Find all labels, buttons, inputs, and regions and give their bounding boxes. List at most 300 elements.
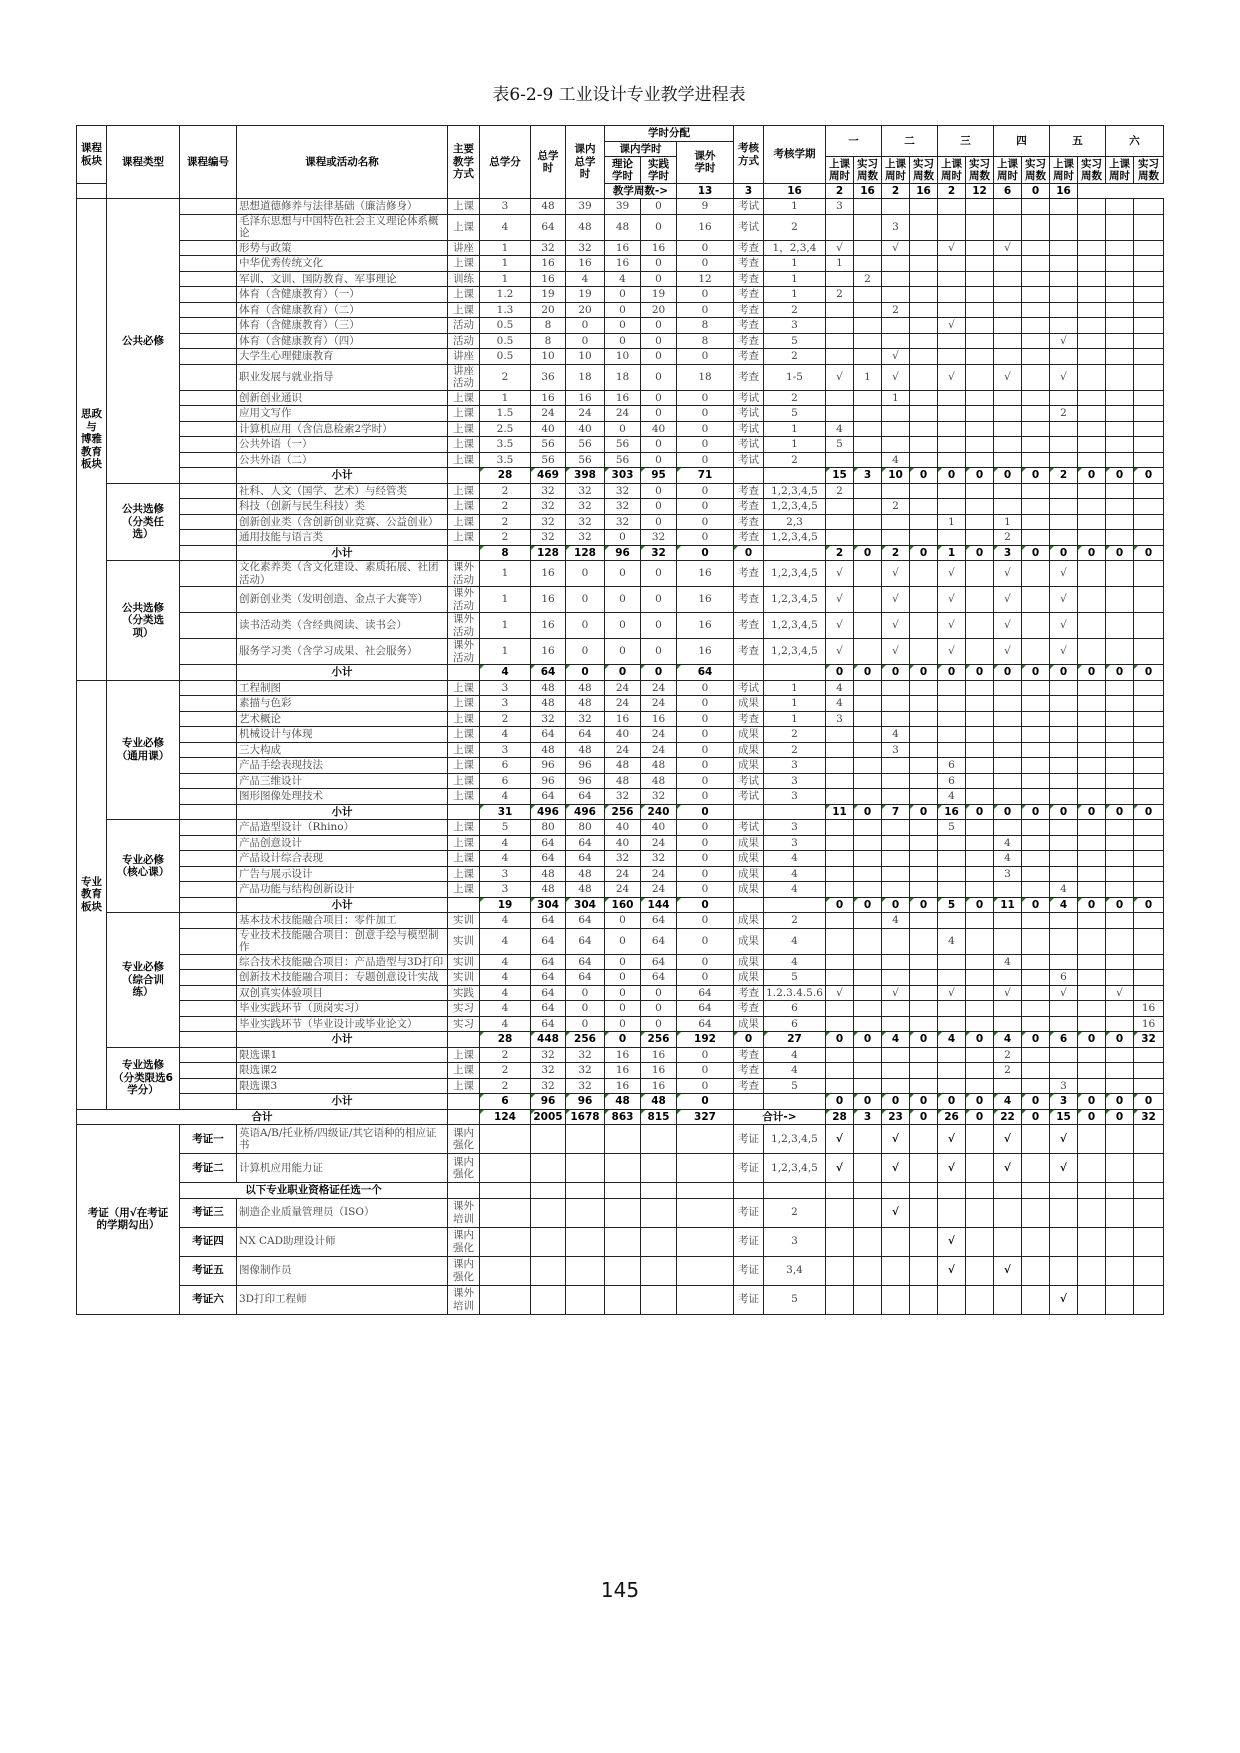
- subtotal-semester-value: 0: [910, 804, 938, 820]
- theory-hours: 0: [605, 287, 641, 303]
- semester-cell: [910, 639, 938, 665]
- course-name: 产品造型设计（Rhino）: [237, 820, 448, 836]
- semester-cell: [1078, 866, 1106, 882]
- semester-cell: [938, 696, 966, 712]
- empty-cell: [566, 1154, 605, 1183]
- teaching-mode: 上课: [448, 452, 480, 468]
- subtotal-value: 496: [566, 804, 605, 820]
- semester-cell: [910, 613, 938, 639]
- inclass-hours: 48: [566, 866, 605, 882]
- semester-cell: [1134, 214, 1164, 240]
- course-code: [180, 437, 237, 453]
- practice-hours: 0: [641, 639, 677, 665]
- extra-hours: 8: [677, 318, 734, 334]
- semester-cell: 1: [994, 514, 1022, 530]
- semester-cell: [1134, 820, 1164, 836]
- course-name: 限选课1: [237, 1047, 448, 1063]
- empty-cell: [480, 1198, 531, 1227]
- total-hours: 64: [531, 727, 566, 743]
- course-code: [180, 390, 237, 406]
- practice-hours: 24: [641, 835, 677, 851]
- semester-cell: [938, 742, 966, 758]
- semester-check: [1022, 1256, 1050, 1285]
- theory-hours: 16: [605, 711, 641, 727]
- credits: 0.5: [480, 318, 531, 334]
- exam-mode: 考试: [734, 680, 764, 696]
- inclass-hours: 48: [566, 742, 605, 758]
- semester-cell: [854, 530, 882, 546]
- practice-hours: 40: [641, 421, 677, 437]
- empty-cell: [994, 1183, 1022, 1199]
- semester-check: [994, 1227, 1022, 1256]
- semester-cell: [994, 390, 1022, 406]
- subtotal-semester-value: 2: [1050, 468, 1078, 484]
- semester-cell: [994, 773, 1022, 789]
- extra-hours: 0: [677, 1063, 734, 1079]
- semester-cell: [1022, 727, 1050, 743]
- subtotal-semester-value: 6: [1050, 1032, 1078, 1048]
- subtotal-value: 95: [641, 468, 677, 484]
- semester-check: [1134, 1198, 1164, 1227]
- semester-cell: [966, 240, 994, 256]
- semester-check: √: [938, 1227, 966, 1256]
- subtotal-semester-value: 0: [826, 1094, 854, 1110]
- exam-mode: 考试: [734, 452, 764, 468]
- semester-cell: [966, 820, 994, 836]
- empty-cell: [566, 1227, 605, 1256]
- semester-cell: [882, 256, 910, 272]
- semester-cell: [1134, 639, 1164, 665]
- section-block-label: 思政 与 博雅 教育 板块: [77, 199, 107, 681]
- course-code: [180, 758, 237, 774]
- semester-cell: [1078, 882, 1106, 898]
- teaching-mode: 上课: [448, 696, 480, 712]
- course-type-label: 专业选修 （分类限选6 学分）: [107, 1047, 180, 1109]
- semester-cell: [826, 954, 854, 970]
- teaching-mode: 课内强化: [448, 1227, 480, 1256]
- total-hours: 48: [531, 199, 566, 215]
- exam-mode: 考证: [734, 1285, 764, 1314]
- exam-term: 1,2,3,4,5: [764, 483, 826, 499]
- total-hours: 64: [531, 789, 566, 805]
- subtotal-semester-value: 0: [1134, 545, 1164, 561]
- semester-cell: [1134, 390, 1164, 406]
- total-hours: 16: [531, 613, 566, 639]
- total-hours: 32: [531, 483, 566, 499]
- semester-cell: [854, 613, 882, 639]
- semester-cell: [1022, 1016, 1050, 1032]
- semester-cell: [1022, 773, 1050, 789]
- course-name: 毛泽东思想与中国特色社会主义理论体系概论: [237, 214, 448, 240]
- course-code: [180, 256, 237, 272]
- course-code: [180, 928, 237, 954]
- teaching-weeks-value: 2: [882, 184, 910, 199]
- semester-cell: [1078, 835, 1106, 851]
- course-code: [180, 561, 237, 587]
- semester-cell: [938, 835, 966, 851]
- credits: 2: [480, 1047, 531, 1063]
- subtotal-semester-value: 0: [910, 1032, 938, 1048]
- semester-cell: [910, 437, 938, 453]
- course-code: [180, 742, 237, 758]
- subtotal-semester-value: 0: [854, 665, 882, 681]
- header-extra: 课外 学时: [677, 141, 734, 184]
- certificate-row: [77, 1227, 1164, 1256]
- inclass-hours: 96: [566, 758, 605, 774]
- semester-cell: [882, 970, 910, 986]
- exam-term: 6: [764, 1016, 826, 1032]
- subtotal-semester-value: 0: [1022, 1032, 1050, 1048]
- course-row: [77, 985, 1164, 1001]
- extra-hours: 0: [677, 452, 734, 468]
- semester-cell: [1078, 680, 1106, 696]
- exam-mode: 考查: [734, 287, 764, 303]
- teaching-mode: 课外活动: [448, 561, 480, 587]
- exam-term: 2: [764, 727, 826, 743]
- semester-cell: [882, 680, 910, 696]
- semester-cell: [1134, 364, 1164, 390]
- exam-mode: 考查: [734, 1078, 764, 1094]
- empty-cell: [531, 1183, 566, 1199]
- course-type-label: 专业必修 （综合训 练）: [107, 913, 180, 1048]
- grand-total-semester-value: 0: [966, 1109, 994, 1125]
- semester-cell: [1078, 333, 1106, 349]
- semester-check: [1050, 1256, 1078, 1285]
- course-code: [180, 468, 237, 484]
- semester-cell: [1106, 613, 1134, 639]
- extra-hours: 16: [677, 639, 734, 665]
- semester-check: [966, 1227, 994, 1256]
- practice-hours: 0: [641, 437, 677, 453]
- course-row: [77, 835, 1164, 851]
- subtotal-semester-value: 0: [1106, 468, 1134, 484]
- total-hours: 24: [531, 406, 566, 422]
- inclass-hours: 48: [566, 696, 605, 712]
- inclass-hours: 48: [566, 680, 605, 696]
- total-hours: 32: [531, 240, 566, 256]
- semester-cell: [1022, 711, 1050, 727]
- teaching-mode: 讲座: [448, 349, 480, 365]
- semester-check: [1106, 1198, 1134, 1227]
- extra-hours: 0: [677, 928, 734, 954]
- course-name: 艺术概论: [237, 711, 448, 727]
- semester-cell: [1050, 835, 1078, 851]
- semester-cell: [826, 1063, 854, 1079]
- semester-cell: [854, 302, 882, 318]
- semester-cell: √: [1050, 613, 1078, 639]
- theory-hours: 56: [605, 437, 641, 453]
- semester-cell: [938, 913, 966, 929]
- semester-check: [910, 1256, 938, 1285]
- certificate-id: 考证一: [180, 1125, 237, 1154]
- extra-hours: 9: [677, 199, 734, 215]
- course-name: 服务学习类（含学习成果、社会服务）: [237, 639, 448, 665]
- semester-cell: [1134, 452, 1164, 468]
- subtotal-label: 小计: [237, 468, 448, 484]
- subtotal-value: 240: [641, 804, 677, 820]
- exam-term: 2: [764, 742, 826, 758]
- course-row: [77, 390, 1164, 406]
- semester-cell: [1078, 514, 1106, 530]
- subtotal-semester-value: 0: [910, 1094, 938, 1110]
- teaching-mode: 实践: [448, 985, 480, 1001]
- credits: 3.5: [480, 452, 531, 468]
- subtotal-value: [764, 1094, 826, 1110]
- semester-cell: [882, 530, 910, 546]
- subtotal-semester-value: 0: [966, 1032, 994, 1048]
- extra-hours: 0: [677, 727, 734, 743]
- semester-cell: [1134, 561, 1164, 587]
- semester-cell: [826, 789, 854, 805]
- semester-check: √: [826, 1154, 854, 1183]
- teaching-mode: 上课: [448, 1063, 480, 1079]
- course-code: [180, 727, 237, 743]
- practice-hours: 24: [641, 680, 677, 696]
- subtotal-semester-value: 0: [938, 665, 966, 681]
- empty-cell: [531, 1154, 566, 1183]
- practice-hours: 32: [641, 789, 677, 805]
- grand-total-semester-value: 3: [854, 1109, 882, 1125]
- semester-cell: [910, 499, 938, 515]
- semester-cell: [938, 954, 966, 970]
- theory-hours: 0: [605, 421, 641, 437]
- extra-hours: 0: [677, 1047, 734, 1063]
- inclass-hours: 0: [566, 333, 605, 349]
- semester-cell: √: [938, 240, 966, 256]
- header-internship-weeks: 实习 周数: [1022, 157, 1050, 184]
- course-row: [77, 364, 1164, 390]
- exam-mode: 成果: [734, 928, 764, 954]
- inclass-hours: 39: [566, 199, 605, 215]
- semester-cell: √: [826, 240, 854, 256]
- subtotal-semester-value: 0: [882, 897, 910, 913]
- semester-check: [1078, 1154, 1106, 1183]
- semester-cell: [1134, 680, 1164, 696]
- semester-cell: [938, 711, 966, 727]
- total-hours: 36: [531, 364, 566, 390]
- semester-cell: [1022, 866, 1050, 882]
- semester-cell: √: [1050, 333, 1078, 349]
- semester-cell: [1078, 587, 1106, 613]
- course-code: [180, 483, 237, 499]
- certificate-name: 3D打印工程师: [237, 1285, 448, 1314]
- practice-hours: 24: [641, 696, 677, 712]
- semester-cell: [1078, 758, 1106, 774]
- semester-cell: [1134, 970, 1164, 986]
- exam-mode: 考试: [734, 421, 764, 437]
- semester-cell: [826, 820, 854, 836]
- inclass-hours: 32: [566, 711, 605, 727]
- semester-cell: [826, 333, 854, 349]
- header-semester-1: 一: [826, 126, 882, 157]
- exam-mode: 考证: [734, 1125, 764, 1154]
- semester-cell: [826, 271, 854, 287]
- course-code: [180, 711, 237, 727]
- semester-cell: [882, 789, 910, 805]
- semester-cell: [910, 985, 938, 1001]
- semester-cell: [1106, 499, 1134, 515]
- empty-cell: [677, 1125, 734, 1154]
- semester-cell: 2: [826, 483, 854, 499]
- semester-cell: [882, 333, 910, 349]
- exam-term: 1,2,3,4,5: [764, 530, 826, 546]
- semester-cell: [910, 530, 938, 546]
- semester-cell: [938, 1047, 966, 1063]
- theory-hours: 32: [605, 514, 641, 530]
- teaching-weeks-value: 16: [910, 184, 938, 199]
- grand-total-value: 1678: [566, 1109, 605, 1125]
- semester-check: [910, 1285, 938, 1314]
- exam-term: 2: [764, 349, 826, 365]
- semester-check: [854, 1125, 882, 1154]
- semester-cell: [1106, 680, 1134, 696]
- course-name: 素描与色彩: [237, 696, 448, 712]
- semester-cell: [910, 421, 938, 437]
- certificate-id: 考证二: [180, 1154, 237, 1183]
- subtotal-value: 8: [480, 545, 531, 561]
- course-code: [180, 1094, 237, 1110]
- credits: 1.3: [480, 302, 531, 318]
- exam-term: 1-5: [764, 364, 826, 390]
- semester-cell: [1050, 318, 1078, 334]
- semester-cell: 2: [854, 271, 882, 287]
- subtotal-semester-value: 11: [826, 804, 854, 820]
- header-internship-weeks: 实习 周数: [854, 157, 882, 184]
- semester-check: [910, 1125, 938, 1154]
- empty-cell: [764, 1183, 826, 1199]
- semester-check: [966, 1125, 994, 1154]
- semester-cell: [1078, 696, 1106, 712]
- semester-check: [994, 1285, 1022, 1314]
- practice-hours: 48: [641, 758, 677, 774]
- subtotal-semester-value: 4: [1050, 897, 1078, 913]
- teaching-mode: [448, 468, 480, 484]
- empty-cell: [938, 1183, 966, 1199]
- teaching-mode: [448, 1094, 480, 1110]
- semester-cell: [1078, 406, 1106, 422]
- inclass-hours: 32: [566, 1078, 605, 1094]
- exam-mode: 考证: [734, 1227, 764, 1256]
- semester-check: [882, 1227, 910, 1256]
- empty-cell: [448, 1183, 480, 1199]
- semester-cell: [1134, 514, 1164, 530]
- total-hours: 64: [531, 970, 566, 986]
- semester-cell: [1134, 613, 1164, 639]
- semester-cell: [1050, 789, 1078, 805]
- credits: 3: [480, 696, 531, 712]
- semester-cell: [910, 711, 938, 727]
- semester-cell: [994, 302, 1022, 318]
- subtotal-row: [77, 545, 1164, 561]
- exam-mode: 考查: [734, 1063, 764, 1079]
- course-row: [77, 758, 1164, 774]
- semester-cell: [882, 820, 910, 836]
- inclass-hours: 10: [566, 349, 605, 365]
- semester-cell: [1078, 851, 1106, 867]
- semester-cell: [994, 789, 1022, 805]
- exam-term: 4: [764, 928, 826, 954]
- total-hours: 48: [531, 742, 566, 758]
- teaching-mode: [448, 1109, 480, 1125]
- semester-cell: [826, 970, 854, 986]
- credits: 4: [480, 954, 531, 970]
- subtotal-value: 0: [677, 545, 734, 561]
- course-name: 广告与展示设计: [237, 866, 448, 882]
- extra-hours: 0: [677, 851, 734, 867]
- practice-hours: 24: [641, 882, 677, 898]
- subtotal-semester-value: 0: [1134, 1094, 1164, 1110]
- course-code: [180, 985, 237, 1001]
- inclass-hours: 0: [566, 587, 605, 613]
- semester-cell: [966, 711, 994, 727]
- semester-cell: [994, 820, 1022, 836]
- exam-term: 6: [764, 1001, 826, 1017]
- exam-term: 3: [764, 1227, 826, 1256]
- empty-cell: [966, 1183, 994, 1199]
- extra-hours: 16: [677, 613, 734, 639]
- semester-cell: [994, 928, 1022, 954]
- course-row: [77, 406, 1164, 422]
- exam-term: 4: [764, 1047, 826, 1063]
- semester-cell: √: [1050, 364, 1078, 390]
- semester-cell: [1022, 199, 1050, 215]
- semester-cell: [938, 214, 966, 240]
- exam-mode: 考证: [734, 1256, 764, 1285]
- exam-term: 1,2,3,4,5: [764, 499, 826, 515]
- semester-cell: [966, 1016, 994, 1032]
- semester-cell: [1050, 773, 1078, 789]
- semester-cell: [1078, 1001, 1106, 1017]
- semester-cell: [1022, 437, 1050, 453]
- semester-cell: [882, 1047, 910, 1063]
- subtotal-value: 448: [531, 1032, 566, 1048]
- exam-mode: 成果: [734, 913, 764, 929]
- teaching-mode: 课内强化: [448, 1256, 480, 1285]
- theory-hours: 0: [605, 530, 641, 546]
- certificate-name: 图像制作员: [237, 1256, 448, 1285]
- credits: 6: [480, 773, 531, 789]
- semester-cell: [854, 711, 882, 727]
- semester-cell: [854, 421, 882, 437]
- inclass-hours: 0: [566, 985, 605, 1001]
- extra-hours: 0: [677, 954, 734, 970]
- semester-cell: [1078, 240, 1106, 256]
- exam-mode: 考试: [734, 199, 764, 215]
- course-code: [180, 199, 237, 215]
- semester-cell: [994, 214, 1022, 240]
- course-row: [77, 851, 1164, 867]
- semester-cell: [994, 406, 1022, 422]
- teaching-mode: 上课: [448, 835, 480, 851]
- course-row: [77, 318, 1164, 334]
- semester-cell: [1134, 271, 1164, 287]
- header-class-hours-per-week: 上课 周时: [994, 157, 1022, 184]
- empty-cell: [641, 1198, 677, 1227]
- semester-cell: [994, 1016, 1022, 1032]
- semester-cell: [994, 727, 1022, 743]
- semester-cell: [1106, 287, 1134, 303]
- semester-cell: [1134, 727, 1164, 743]
- semester-cell: [1106, 364, 1134, 390]
- empty-cell: [480, 1285, 531, 1314]
- teaching-mode: 实习: [448, 1001, 480, 1017]
- semester-cell: [854, 742, 882, 758]
- semester-cell: [910, 199, 938, 215]
- empty-cell: [605, 1198, 641, 1227]
- semester-cell: [938, 199, 966, 215]
- semester-cell: √: [994, 561, 1022, 587]
- grand-total-value: 124: [480, 1109, 531, 1125]
